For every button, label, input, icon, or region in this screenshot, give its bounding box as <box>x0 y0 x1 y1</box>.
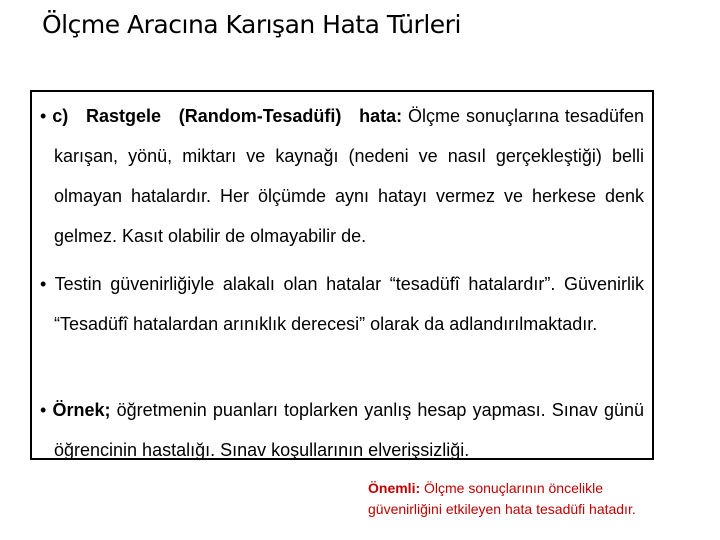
bullet-reliability <box>40 264 644 344</box>
bullet-example <box>40 390 644 470</box>
note-line2: güvenirliğini etkileyen hata tesadüfi hatadır. <box>368 501 636 517</box>
bullet-text: Ölçme sonuçlarına tesadüfen karışan, yönü, miktarı ve kaynağı (nedeni ve nasıl gerçekleştiği) belli olmayan hatalardır. Her ölçümde aynı hatayı vermez ve herkese denk gelmez. Kasıt olabilir de olmayabilir de. <box>54 106 644 246</box>
bullet-lead: Örnek; <box>52 400 111 420</box>
bullet-text: öğretmenin puanları toplarken yanlış hesap yapması. Sınav günü öğrencinin hastalığı. Sınav koşullarının elverişsizliği. <box>54 400 644 460</box>
bullet-text: Testin güvenirliğiyle alakalı olan hatalar “tesadüfî hatalardır”. Güvenirlik “Tesadüfî hatalardan arınıklık derecesi” olarak da adlandırılmaktadır. <box>54 274 644 334</box>
important-note <box>368 478 636 520</box>
bullet-random-error <box>40 96 644 256</box>
page-title: Ölçme Aracına Karışan Hata Türleri <box>42 10 461 39</box>
bullet-marker: • <box>40 106 47 126</box>
bullet-lead: c) Rastgele (Random-Tesadüfi) hata: <box>52 106 403 126</box>
note-line1: Ölçme sonuçlarının öncelikle <box>420 480 603 496</box>
note-label: Önemli: <box>368 480 421 496</box>
bullet-marker: • <box>40 400 47 420</box>
bullet-marker: • <box>40 274 47 294</box>
